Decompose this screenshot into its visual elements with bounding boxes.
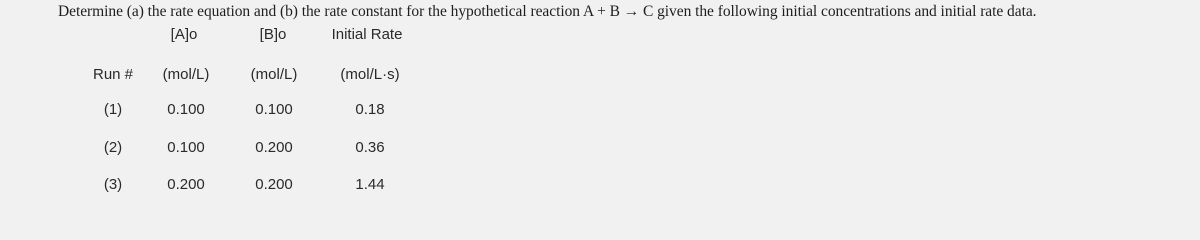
rate-value: 0.18 <box>355 101 385 118</box>
b-conc-value: 0.200 <box>255 139 293 156</box>
a-conc-value: 0.200 <box>167 176 205 193</box>
unit-initial-rate: (mol/L·s) <box>340 66 400 83</box>
run-label: (3) <box>103 176 123 193</box>
b-conc-value: 0.200 <box>255 176 293 193</box>
question-text: Determine (a) the rate equation and (b) the rate constant for the hypothetical reaction A + B → C given the following initial concentrations and initial rate data. <box>58 3 1037 20</box>
rate-value: 0.36 <box>355 139 385 156</box>
header-run-number: Run # <box>92 66 134 83</box>
b-conc-value: 0.100 <box>255 101 293 118</box>
rate-value: 1.44 <box>355 176 385 193</box>
header-b-conc: [B]o <box>259 26 287 43</box>
run-label: (1) <box>103 101 123 118</box>
a-conc-value: 0.100 <box>167 101 205 118</box>
run-label: (2) <box>103 139 123 156</box>
header-initial-rate: Initial Rate <box>331 26 403 43</box>
unit-a-conc: (mol/L) <box>162 66 210 83</box>
a-conc-value: 0.100 <box>167 139 205 156</box>
unit-b-conc: (mol/L) <box>250 66 298 83</box>
header-a-conc: [A]o <box>170 26 198 43</box>
